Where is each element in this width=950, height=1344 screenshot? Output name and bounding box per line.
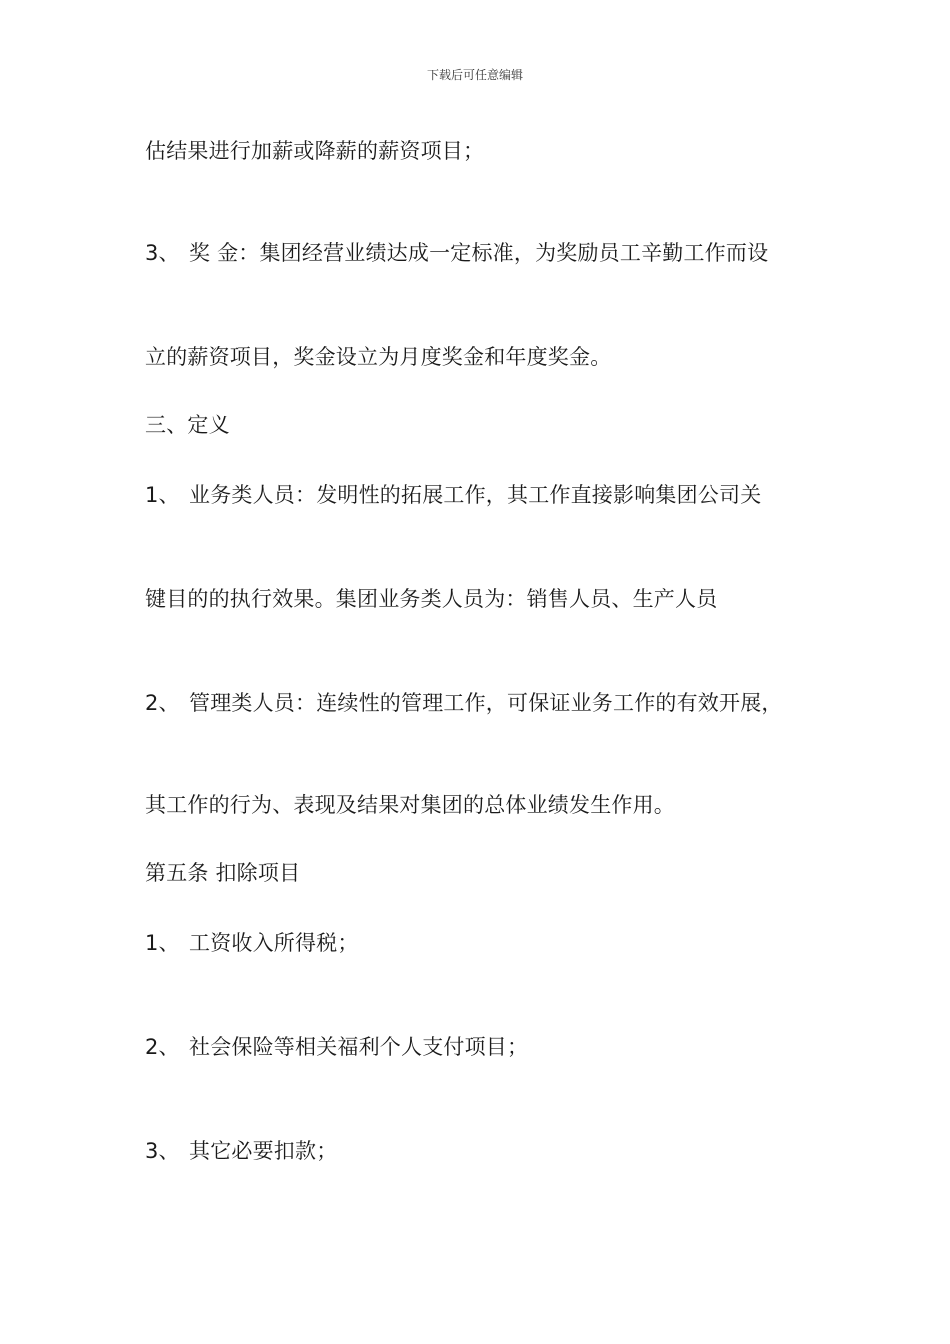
list-number: 1、 (145, 931, 180, 955)
list-number: 1、 (145, 483, 180, 507)
line-text: 三、定义 (145, 413, 230, 437)
line-text: 其它必要扣款； (189, 1139, 338, 1163)
paragraph-line (145, 584, 845, 614)
paragraph-line (145, 790, 845, 820)
list-number: 2、 (145, 691, 180, 715)
paragraph-line (145, 342, 845, 372)
line-text: 工资收入所得税； (189, 931, 359, 955)
list-number: 2、 (145, 1035, 180, 1059)
list-number: 3、 (145, 1139, 180, 1163)
list-item (145, 1136, 845, 1166)
line-text: 奖 金：集团经营业绩达成一定标准，为奖励员工辛勤工作而设 (189, 241, 769, 265)
page-header-note: 下载后可任意编辑 (426, 68, 523, 82)
line-text: 键目的的执行效果。集团业务类人员为：销售人员、生产人员 (145, 587, 718, 611)
line-text: 其工作的行为、表现及结果对集团的总体业绩发生作用。 (145, 793, 675, 817)
line-text: 社会保险等相关福利个人支付项目； (189, 1035, 529, 1059)
line-text: 估结果进行加薪或降薪的薪资项目； (145, 139, 485, 163)
section-heading (145, 410, 845, 440)
paragraph-line (145, 136, 845, 166)
list-item (145, 480, 845, 510)
line-text: 立的薪资项目，奖金设立为月度奖金和年度奖金。 (145, 345, 612, 369)
list-item (145, 928, 845, 958)
list-number: 3、 (145, 241, 180, 265)
section-heading (145, 858, 845, 888)
line-text: 管理类人员：连续性的管理工作，可保证业务工作的有效开展， (189, 691, 783, 715)
list-item (145, 1032, 845, 1062)
line-text: 第五条 扣除项目 (145, 861, 301, 885)
line-text: 业务类人员：发明性的拓展工作，其工作直接影响集团公司关 (189, 483, 762, 507)
list-item (145, 238, 845, 268)
list-item (145, 688, 845, 718)
